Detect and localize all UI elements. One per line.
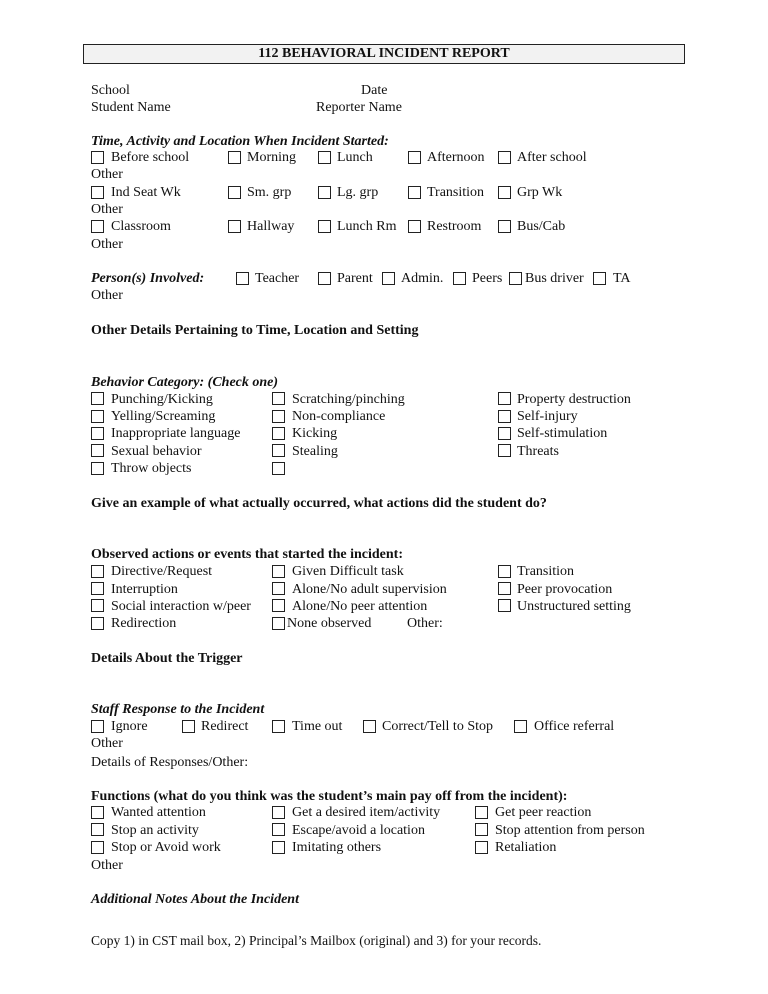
afternoon-label: Afternoon (427, 150, 485, 165)
bus-cab-label: Bus/Cab (517, 219, 566, 234)
morning-checkbox[interactable] (228, 151, 241, 164)
grp-wk-checkbox[interactable] (498, 186, 511, 199)
peer-reaction-label: Get peer reaction (495, 805, 592, 820)
self-stimulation-label: Self-stimulation (517, 426, 608, 441)
peer-reaction-checkbox[interactable] (475, 806, 488, 819)
redirection-checkbox[interactable] (91, 617, 104, 630)
functions-heading: Functions (what do you think was the student’s main pay off from the incident): (91, 789, 568, 804)
classroom-label: Classroom (111, 219, 171, 234)
peer-provocation-label: Peer provocation (517, 582, 613, 597)
other-details-heading: Other Details Pertaining to Time, Location and Setting (91, 323, 419, 338)
trigger-details-heading: Details About the Trigger (91, 651, 243, 666)
social-interaction-label: Social interaction w/peer (111, 599, 251, 614)
redirect-label: Redirect (201, 719, 249, 734)
time-out-checkbox[interactable] (272, 720, 285, 733)
none-observed-label: None observed (287, 616, 372, 631)
throw-objects-label: Throw objects (111, 461, 192, 476)
after-school-checkbox[interactable] (498, 151, 511, 164)
student-name-label: Student Name (91, 100, 171, 115)
alone-no-adult-label: Alone/No adult supervision (292, 582, 447, 597)
transition-checkbox[interactable] (408, 186, 421, 199)
scratching-pinching-checkbox[interactable] (272, 392, 285, 405)
observed-other-label: Other: (407, 616, 443, 631)
restroom-checkbox[interactable] (408, 220, 421, 233)
non-compliance-label: Non-compliance (292, 409, 386, 424)
ta-label: TA (613, 271, 631, 286)
classroom-checkbox[interactable] (91, 220, 104, 233)
morning-label: Morning (247, 150, 296, 165)
wanted-attention-label: Wanted attention (111, 805, 206, 820)
restroom-label: Restroom (427, 219, 482, 234)
office-referral-checkbox[interactable] (514, 720, 527, 733)
inappropriate-language-label: Inappropriate language (111, 426, 241, 441)
behavior-heading: Behavior Category: (Check one) (91, 375, 279, 390)
persons-other: Other (91, 288, 123, 303)
stop-avoid-work-label: Stop or Avoid work (111, 840, 221, 855)
stealing-label: Stealing (292, 444, 338, 459)
interruption-label: Interruption (111, 582, 178, 597)
lunch-checkbox[interactable] (318, 151, 331, 164)
sm-grp-label: Sm. grp (247, 185, 292, 200)
lunch-rm-checkbox[interactable] (318, 220, 331, 233)
time-out-label: Time out (292, 719, 343, 734)
correct-tell-stop-label: Correct/Tell to Stop (382, 719, 494, 734)
threats-checkbox[interactable] (498, 444, 511, 457)
staff-response-other: Other (91, 736, 123, 751)
ind-seat-wk-label: Ind Seat Wk (111, 185, 181, 200)
self-injury-checkbox[interactable] (498, 410, 511, 423)
yelling-screaming-checkbox[interactable] (91, 410, 104, 423)
none-observed-checkbox[interactable] (272, 617, 285, 630)
details-of-responses: Details of Responses/Other: (91, 755, 249, 770)
threats-label: Threats (517, 444, 559, 459)
peers-checkbox[interactable] (453, 272, 466, 285)
given-difficult-task-checkbox[interactable] (272, 565, 285, 578)
transition-trigger-checkbox[interactable] (498, 565, 511, 578)
staff-response-heading: Staff Response to the Incident (91, 702, 265, 717)
punching-kicking-label: Punching/Kicking (111, 392, 213, 407)
ta-checkbox[interactable] (593, 272, 606, 285)
blank-behavior-checkbox[interactable] (272, 462, 285, 475)
inappropriate-language-checkbox[interactable] (91, 427, 104, 440)
escape-location-checkbox[interactable] (272, 823, 285, 836)
wanted-attention-checkbox[interactable] (91, 806, 104, 819)
throw-objects-checkbox[interactable] (91, 462, 104, 475)
stop-activity-label: Stop an activity (111, 823, 199, 838)
stop-activity-checkbox[interactable] (91, 823, 104, 836)
scratching-pinching-label: Scratching/pinching (292, 392, 405, 407)
teacher-label: Teacher (255, 271, 300, 286)
time-activity-heading: Time, Activity and Location When Incident Started: (91, 134, 389, 149)
punching-kicking-checkbox[interactable] (91, 392, 104, 405)
property-destruction-checkbox[interactable] (498, 392, 511, 405)
school-label: School (91, 83, 130, 98)
sexual-behavior-label: Sexual behavior (111, 444, 202, 459)
persons-heading: Person(s) Involved: (91, 271, 205, 286)
parent-label: Parent (337, 271, 373, 286)
grp-wk-label: Grp Wk (517, 185, 563, 200)
interruption-checkbox[interactable] (91, 582, 104, 595)
imitating-others-label: Imitating others (292, 840, 382, 855)
redirection-label: Redirection (111, 616, 177, 631)
teacher-checkbox[interactable] (236, 272, 249, 285)
directive-request-label: Directive/Request (111, 564, 213, 579)
after-school-label: After school (517, 150, 587, 165)
transition-trigger-label: Transition (517, 564, 575, 579)
imitating-others-checkbox[interactable] (272, 841, 285, 854)
hallway-checkbox[interactable] (228, 220, 241, 233)
lg-grp-label: Lg. grp (337, 185, 379, 200)
stop-avoid-work-checkbox[interactable] (91, 841, 104, 854)
ind-seat-wk-checkbox[interactable] (91, 186, 104, 199)
redirect-checkbox[interactable] (182, 720, 195, 733)
social-interaction-checkbox[interactable] (91, 599, 104, 612)
hallway-label: Hallway (247, 219, 295, 234)
admin-checkbox[interactable] (382, 272, 395, 285)
stop-attention-checkbox[interactable] (475, 823, 488, 836)
retaliation-label: Retaliation (495, 840, 557, 855)
lunch-rm-label: Lunch Rm (337, 219, 397, 234)
kicking-checkbox[interactable] (272, 427, 285, 440)
parent-checkbox[interactable] (318, 272, 331, 285)
self-stimulation-checkbox[interactable] (498, 427, 511, 440)
copy-note: Copy 1) in CST mail box, 2) Principal’s Mailbox (original) and 3) for your records. (91, 933, 542, 948)
alone-no-peer-label: Alone/No peer attention (292, 599, 428, 614)
bus-driver-label: Bus driver (525, 271, 584, 286)
alone-no-peer-checkbox[interactable] (272, 599, 285, 612)
lg-grp-checkbox[interactable] (318, 186, 331, 199)
sexual-behavior-checkbox[interactable] (91, 444, 104, 457)
office-referral-label: Office referral (534, 719, 615, 734)
afternoon-checkbox[interactable] (408, 151, 421, 164)
example-question: Give an example of what actually occurred, what actions did the student do? (91, 496, 547, 511)
directive-request-checkbox[interactable] (91, 565, 104, 578)
correct-tell-stop-checkbox[interactable] (363, 720, 376, 733)
bus-driver-checkbox[interactable] (509, 272, 522, 285)
observed-heading: Observed actions or events that started the incident: (91, 547, 403, 562)
stop-attention-label: Stop attention from person (495, 823, 645, 838)
unstructured-setting-checkbox[interactable] (498, 599, 511, 612)
functions-other: Other (91, 858, 123, 873)
time-other-1: Other (91, 167, 123, 182)
yelling-screaming-label: Yelling/Screaming (111, 409, 216, 424)
non-compliance-checkbox[interactable] (272, 410, 285, 423)
retaliation-checkbox[interactable] (475, 841, 488, 854)
self-injury-label: Self-injury (517, 409, 578, 424)
bus-cab-checkbox[interactable] (498, 220, 511, 233)
peers-label: Peers (472, 271, 503, 286)
desired-item-checkbox[interactable] (272, 806, 285, 819)
desired-item-label: Get a desired item/activity (292, 805, 441, 820)
given-difficult-task-label: Given Difficult task (292, 564, 404, 579)
form-title: 112 BEHAVIORAL INCIDENT REPORT (83, 44, 685, 64)
stealing-checkbox[interactable] (272, 444, 285, 457)
additional-notes-heading: Additional Notes About the Incident (91, 892, 299, 907)
date-label: Date (361, 83, 388, 98)
ignore-label: Ignore (111, 719, 148, 734)
transition-label: Transition (427, 185, 485, 200)
time-other-2: Other (91, 202, 123, 217)
kicking-label: Kicking (292, 426, 338, 441)
escape-location-label: Escape/avoid a location (292, 823, 425, 838)
admin-label: Admin. (401, 271, 444, 286)
lunch-label: Lunch (337, 150, 373, 165)
property-destruction-label: Property destruction (517, 392, 631, 407)
unstructured-setting-label: Unstructured setting (517, 599, 631, 614)
alone-no-adult-checkbox[interactable] (272, 582, 285, 595)
ignore-checkbox[interactable] (91, 720, 104, 733)
reporter-name-label: Reporter Name (316, 100, 402, 115)
before-school-checkbox[interactable] (91, 151, 104, 164)
before-school-label: Before school (111, 150, 190, 165)
sm-grp-checkbox[interactable] (228, 186, 241, 199)
time-other-3: Other (91, 237, 123, 252)
peer-provocation-checkbox[interactable] (498, 582, 511, 595)
